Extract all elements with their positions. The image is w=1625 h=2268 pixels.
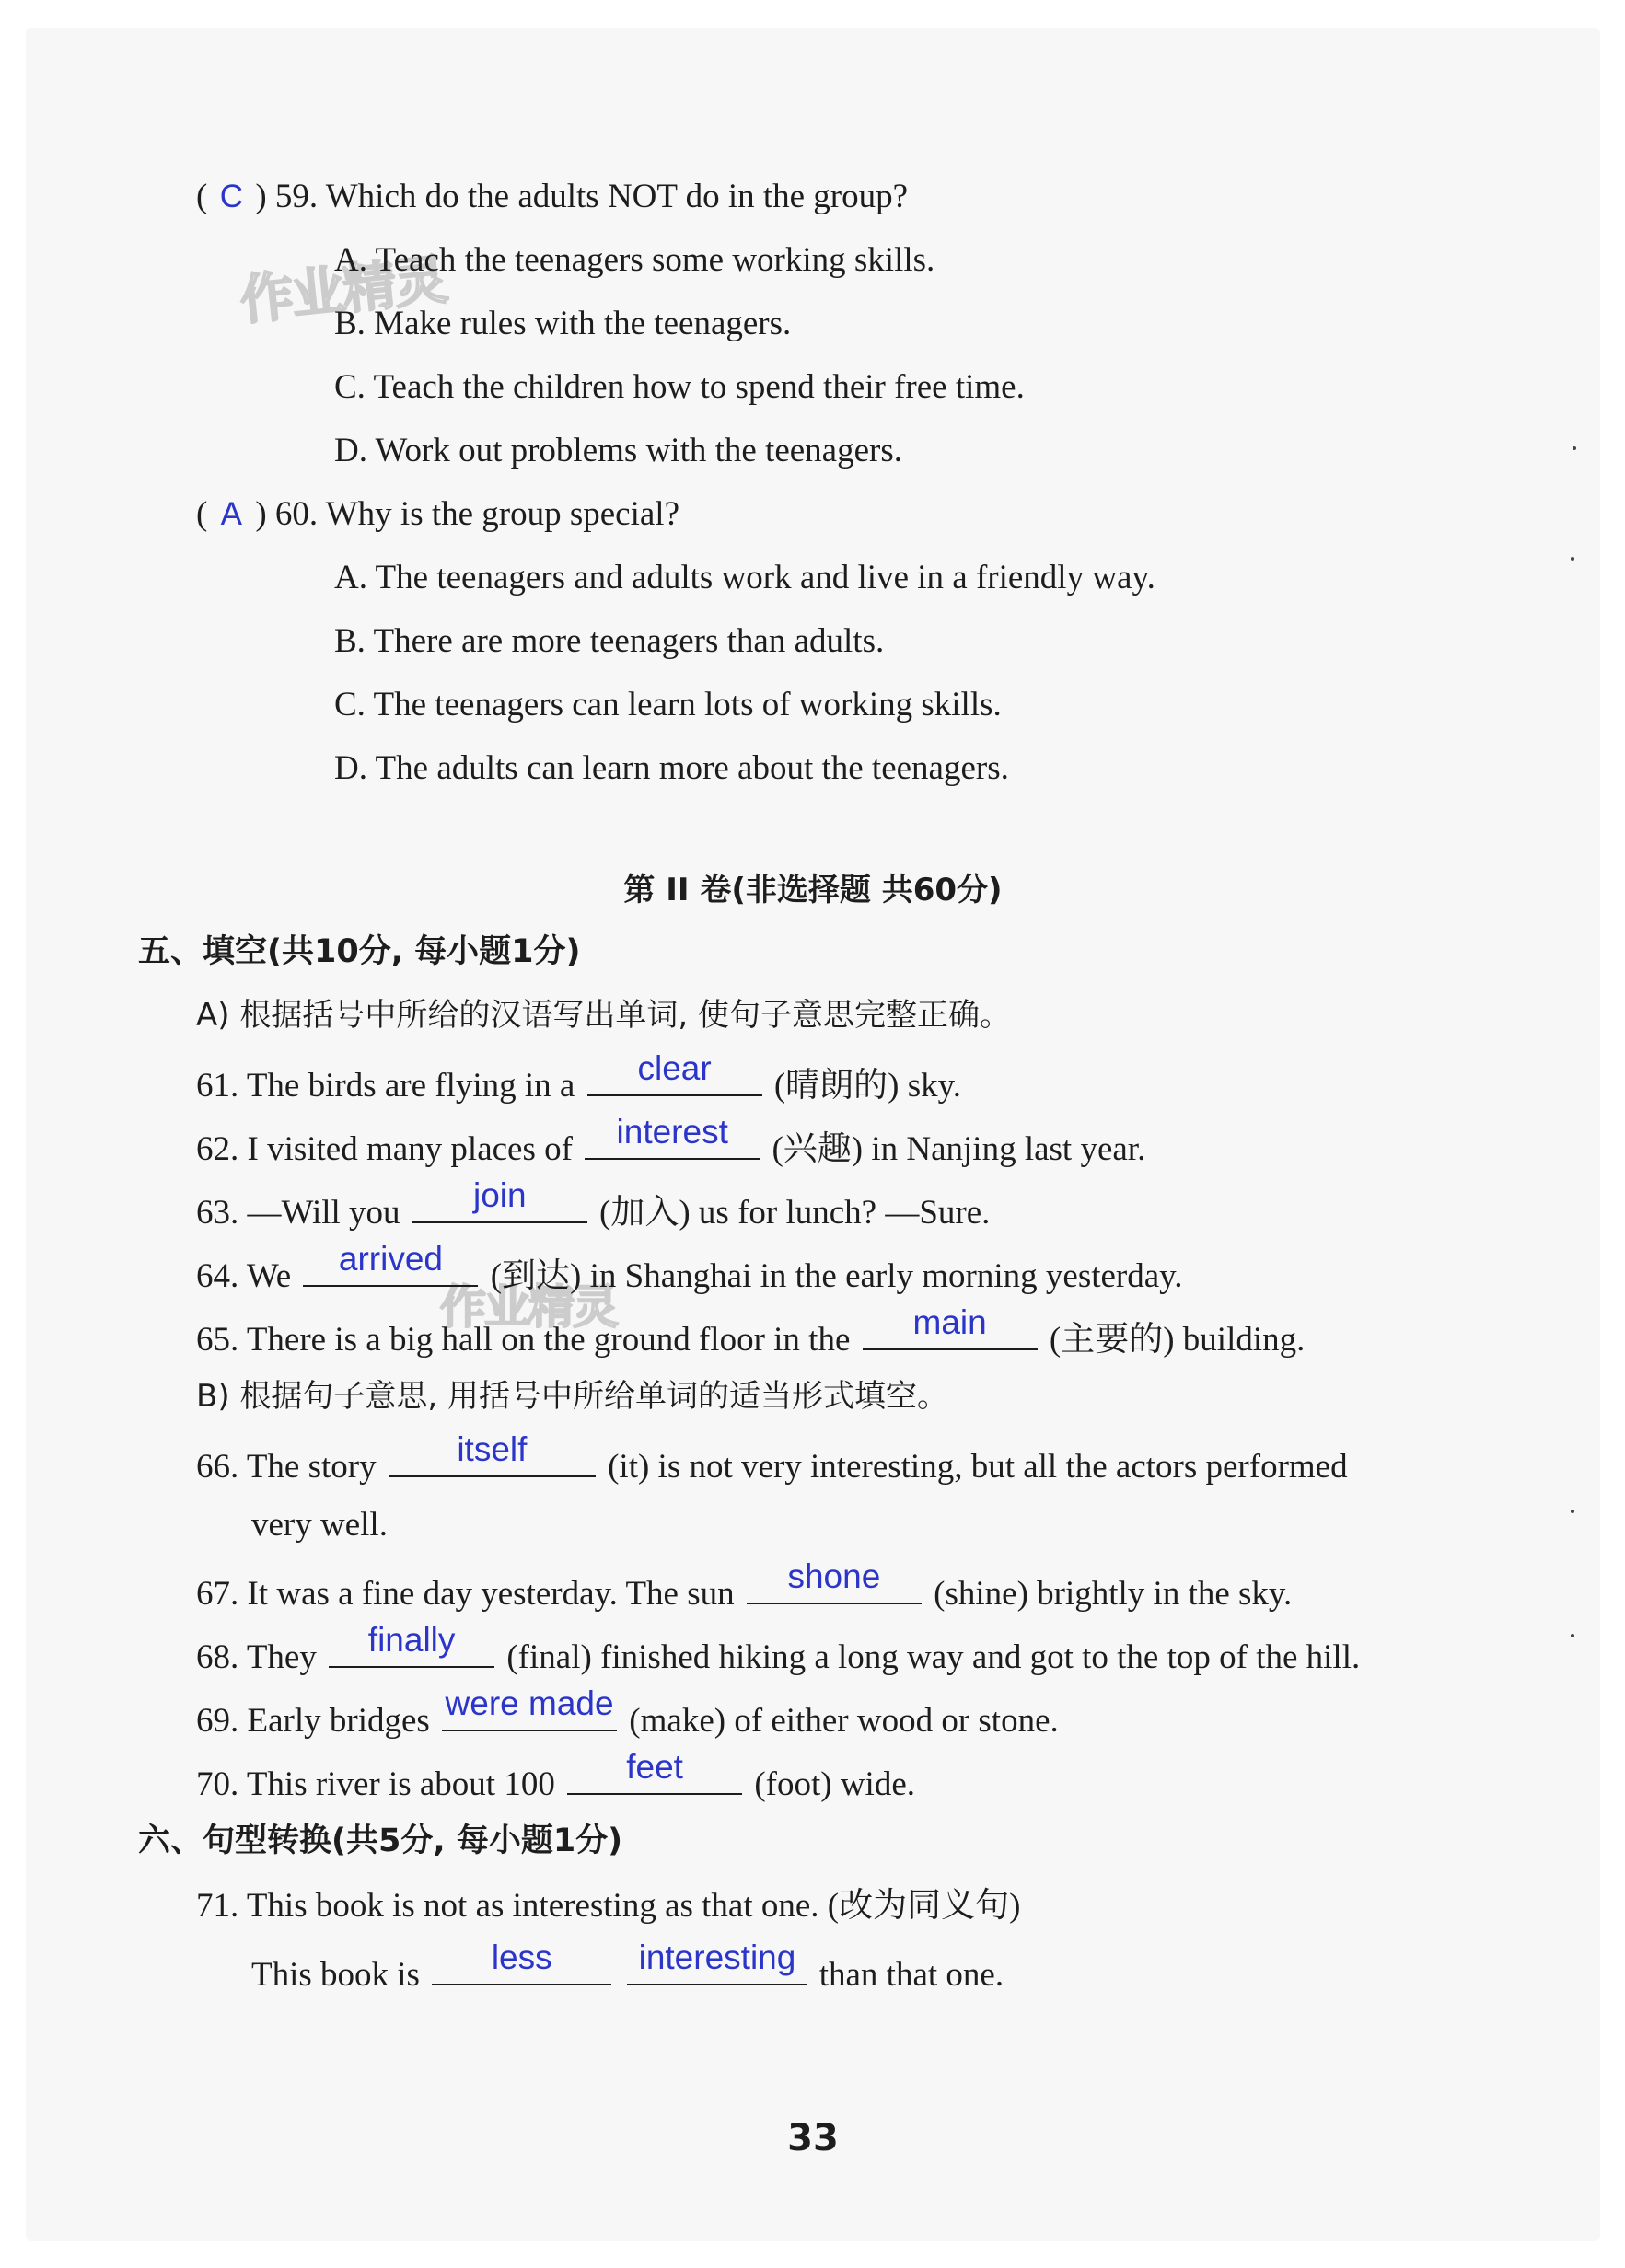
- answer-71-2: interesting: [638, 1938, 796, 1976]
- question-64: 64. We arrived (到达) in Shanghai in the early morning yesterday.: [196, 1240, 1183, 1295]
- margin-dot: [1571, 1510, 1574, 1513]
- section-5-part-b: B) 根据句子意思, 用括号中所给单词的适当形式填空。: [196, 1378, 949, 1415]
- question-63: 63. —Will you join (加入) us for lunch? —Sure.: [196, 1176, 991, 1232]
- answer-64: arrived: [338, 1240, 444, 1278]
- answer-70: feet: [626, 1748, 683, 1786]
- page-number: 33: [787, 2117, 839, 2159]
- question-67: 67. It was a fine day yesterday. The sun shone (shine) brightly in the sky.: [196, 1557, 1293, 1613]
- question-60-text: 60. Why is the group special?: [274, 495, 680, 533]
- answer-68: finally: [367, 1621, 456, 1659]
- watermark-middle: 作业精灵: [440, 1280, 617, 1334]
- answer-67: shone: [787, 1557, 881, 1595]
- answer-66: itself: [457, 1430, 528, 1468]
- question-65: 65. There is a big hall on the ground floor in the main (主要的) building.: [196, 1303, 1306, 1359]
- answer-65: main: [912, 1303, 987, 1341]
- question-66-continuation: very well.: [251, 1506, 388, 1544]
- option-59c: C. Teach the children how to spend their free time.: [334, 368, 1025, 406]
- answer-63: join: [472, 1176, 527, 1214]
- margin-dot: [1571, 557, 1574, 561]
- section-5-title: 五、填空(共10分, 每小题1分): [138, 933, 581, 970]
- question-71: 71. This book is not as interesting as that one. (改为同义句): [196, 1887, 1021, 1925]
- answer-69: were made: [445, 1684, 614, 1722]
- answer-71-1: less: [491, 1938, 552, 1976]
- question-70: 70. This river is about 100 feet (foot) wide.: [196, 1748, 916, 1803]
- question-68: 68. They finally (final) finished hiking a long way and got to the top of the hill.: [196, 1621, 1361, 1676]
- margin-dot: [1571, 1634, 1574, 1637]
- option-59b: B. Make rules with the teenagers.: [334, 305, 792, 342]
- option-59d: D. Work out problems with the teenagers.: [334, 432, 902, 469]
- part-2-title: 第 II 卷(非选择题 共60分): [623, 872, 1003, 908]
- answer-62: interest: [616, 1113, 728, 1151]
- question-62: 62. I visited many places of interest (兴趣) in Nanjing last year.: [196, 1113, 1146, 1168]
- option-60d: D. The adults can learn more about the teenagers.: [334, 749, 1009, 787]
- answer-61: clear: [637, 1049, 712, 1087]
- answer-60: A: [220, 496, 242, 532]
- option-60c: C. The teenagers can learn lots of working skills.: [334, 686, 1002, 723]
- question-60: ( A ) 60. Why is the group special?: [196, 495, 680, 533]
- question-59-text: 59. Which do the adults NOT do in the group?: [274, 178, 909, 215]
- section-5-part-a: A) 根据括号中所给的汉语写出单词, 使句子意思完整正确。: [196, 997, 1011, 1034]
- question-66: 66. The story itself (it) is not very interesting, but all the actors performed: [196, 1430, 1348, 1486]
- section-6-title: 六、句型转换(共5分, 每小题1分): [138, 1822, 623, 1859]
- option-60b: B. There are more teenagers than adults.: [334, 622, 885, 660]
- question-59: ( C ) 59. Which do the adults NOT do in the group?: [196, 178, 909, 215]
- margin-dot: [1573, 446, 1576, 450]
- answer-59: C: [219, 179, 243, 214]
- question-71-answer-line: This book is less interesting than that one.: [251, 1938, 1004, 1994]
- question-61: 61. The birds are flying in a clear (晴朗的) sky.: [196, 1049, 961, 1105]
- worksheet-page: [26, 28, 1600, 2241]
- option-60a: A. The teenagers and adults work and live in a friendly way.: [334, 559, 1155, 596]
- question-69: 69. Early bridges were made (make) of either wood or stone.: [196, 1684, 1059, 1740]
- option-59a: A. Teach the teenagers some working skills.: [334, 241, 935, 279]
- watermark-top: 作业精灵: [237, 248, 449, 332]
